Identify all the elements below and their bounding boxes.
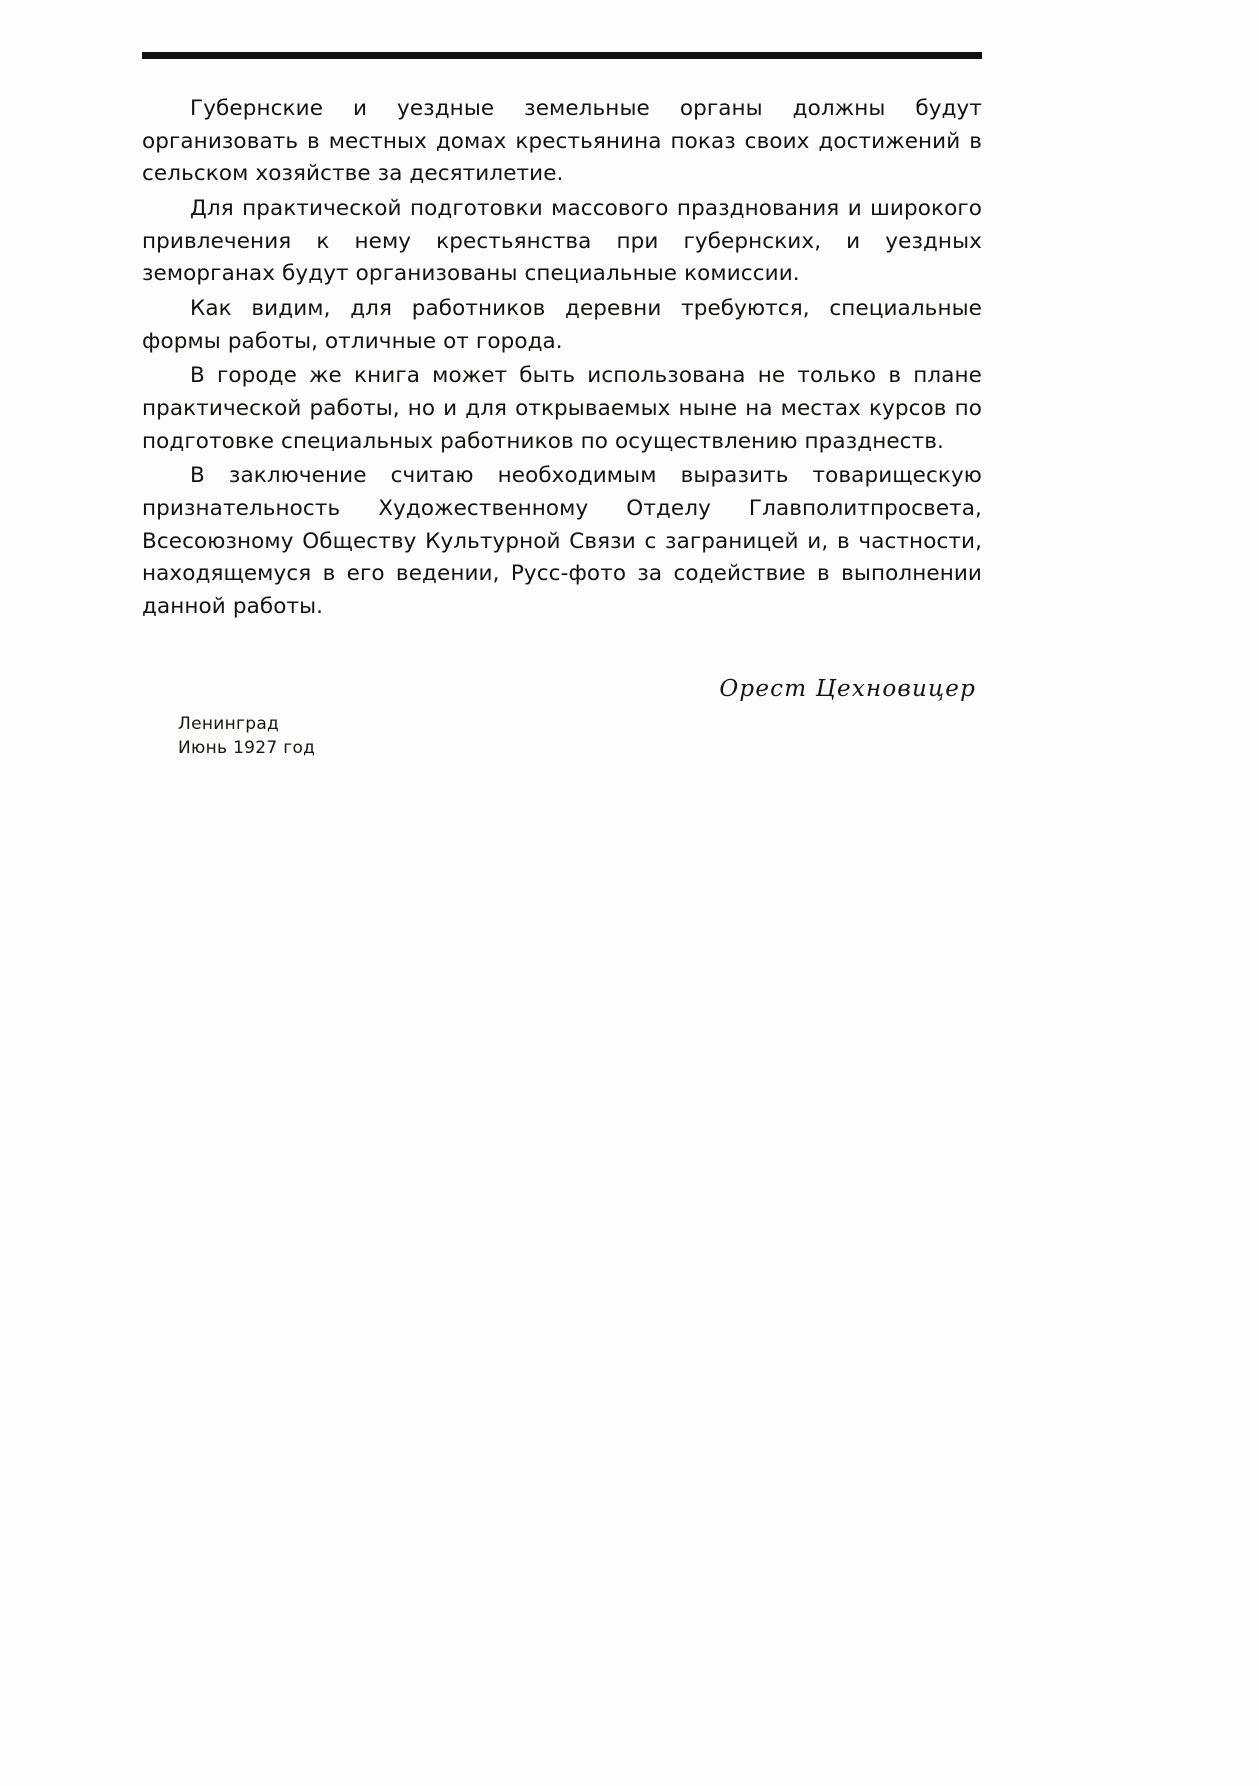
date: Июнь 1927 год (178, 738, 316, 759)
paragraph: В городе же книга может быть использована не только в плане практической работы, но и для открываемых ныне на местах курсов по подготовке специальных работников по осуществлению празднеств. (142, 363, 982, 454)
signature-block (142, 676, 982, 772)
paragraph: Как видим, для работников деревни требуются, специальные формы работы, отличные от города. (142, 296, 982, 354)
author-signature: Орест Цехновицер (719, 675, 976, 702)
header-rule (142, 52, 982, 59)
place: Ленинград (178, 713, 280, 734)
place-date (178, 712, 982, 761)
body-text (142, 93, 982, 624)
page-content (142, 52, 982, 772)
paragraph: В заключение считаю необходимым выразить товарищескую признательность Художественному Отделу Главполитпросвета, Всесоюзному Обществу Культурной Связи с заграницей и, в частности, находящемуся в его ведении, Русс-фото за содействие в выполнении данной работы. (142, 463, 982, 620)
paragraph: Для практической подготовки массового празднования и широкого привлечения к нему крестьянства при губернских, и уездных земорганах будут организованы специальные комиссии. (142, 196, 982, 287)
paragraph: Губернские и уездные земельные органы должны будут организовать в местных домах крестьянина показ своих достижений в сельском хозяйстве за десятилетие. (142, 96, 982, 187)
